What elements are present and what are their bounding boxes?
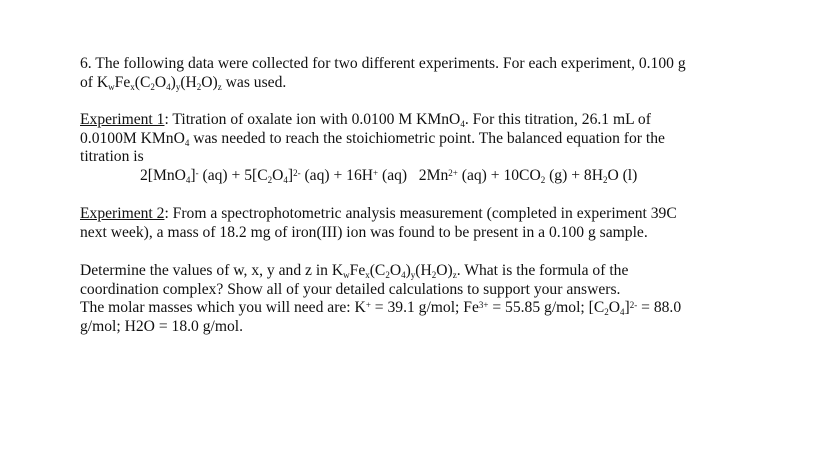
question-intro-prefix: of K	[80, 73, 109, 91]
experiment-2	[80, 205, 780, 242]
task-line2: coordination complex? Show all of your detailed calculations to support your answers.	[80, 280, 621, 298]
formula-x-sub: x	[130, 81, 135, 92]
experiment-1-text-d: was needed to reach the stoichiometric point. The balanced equation for the	[189, 129, 665, 147]
task-formula-h: 2	[431, 270, 437, 280]
question-intro: 6. The following data were collected for two different experiments. For each experiment, 0.100 g of $K_wFe_x(C_2O_4)_y(H_2O)_z$ was used.	[80, 55, 686, 92]
formula-o-sub: 4	[166, 81, 171, 92]
experiment-1-text-c: 0.0100M KMnO	[80, 129, 185, 147]
experiment-2-heading: Experiment 2	[80, 205, 165, 222]
formula-y-sub: y	[175, 81, 181, 92]
experiment-1-text-b: . For this titration, 26.1 mL of	[464, 111, 651, 128]
document-page	[80, 55, 780, 336]
task-instructions: Determine the values of w, x, y and z in $K_wFe_x(C_2O_4)_y(H_2O)_z$. What is the formula of the coordination complex? Show all of your detailed calculations to support your answers. The molar masses which you will need are: K+ = 39.1 g/mol; $Fe^{3+} = 55.85$ g/mol; $[C_2O_4]^{2-} = 88.0$ g/mol; H2O = 18.0 g/mol.	[80, 262, 682, 335]
balanced-equation: 2[MnO$_4$]- $(aq) + 5[C_2O_4]^{2-}$ (aq) + 16H+ (aq) $2Mn^{2+}$ $(aq) + 10CO_2$ $(g) + 8H_2O$ (l)	[140, 166, 638, 185]
formula-z-sub: z	[217, 81, 222, 92]
formula-w-sub: w	[108, 81, 115, 92]
task-formula-y: y	[410, 270, 416, 280]
formula-h-sub: 2	[196, 81, 202, 92]
kmno4-sub: 4	[460, 119, 465, 129]
experiment-1	[80, 111, 780, 185]
question-intro-suffix: was used.	[221, 73, 287, 91]
experiment-1-text-a: : Titration of oxalate ion with 0.0100 M KMnO	[164, 111, 461, 128]
task-line3: The molar masses which you will need are: K+ = 39.1 g/mol; $Fe^{3+} = 55.85$ g/mol; $[C_2O_4]^{2-} = 88.0$	[80, 299, 682, 317]
experiment-1-heading: Experiment 1	[80, 111, 165, 128]
question-intro-line1: 6. The following data were collected for two different experiments. For each experiment, 0.100 g	[80, 55, 686, 72]
kmno4-sub-2: 4	[184, 137, 190, 148]
task-line1-suffix: . What is the formula of the	[456, 262, 629, 279]
experiment-1-text-e: titration is	[80, 148, 144, 165]
task-formula-x: x	[365, 270, 370, 280]
task-formula-z: z	[452, 270, 457, 280]
task-formula-w: w	[343, 270, 350, 280]
formula-c-sub: 2	[150, 81, 155, 92]
task-line4: g/mol; H2O = 18.0 g/mol.	[80, 317, 244, 335]
experiment-2-text-b: next week), a mass of 18.2 mg of iron(III) ion was found to be present in a 0.100 g sample.	[80, 223, 648, 241]
task-line1-prefix: Determine the values of w, x, y and z in K	[80, 262, 344, 279]
task-formula-o: 4	[401, 270, 406, 280]
task-formula-c: 2	[385, 270, 390, 280]
experiment-2-text-a: : From a spectrophotometric analysis measurement (completed in experiment 39C	[164, 205, 677, 222]
